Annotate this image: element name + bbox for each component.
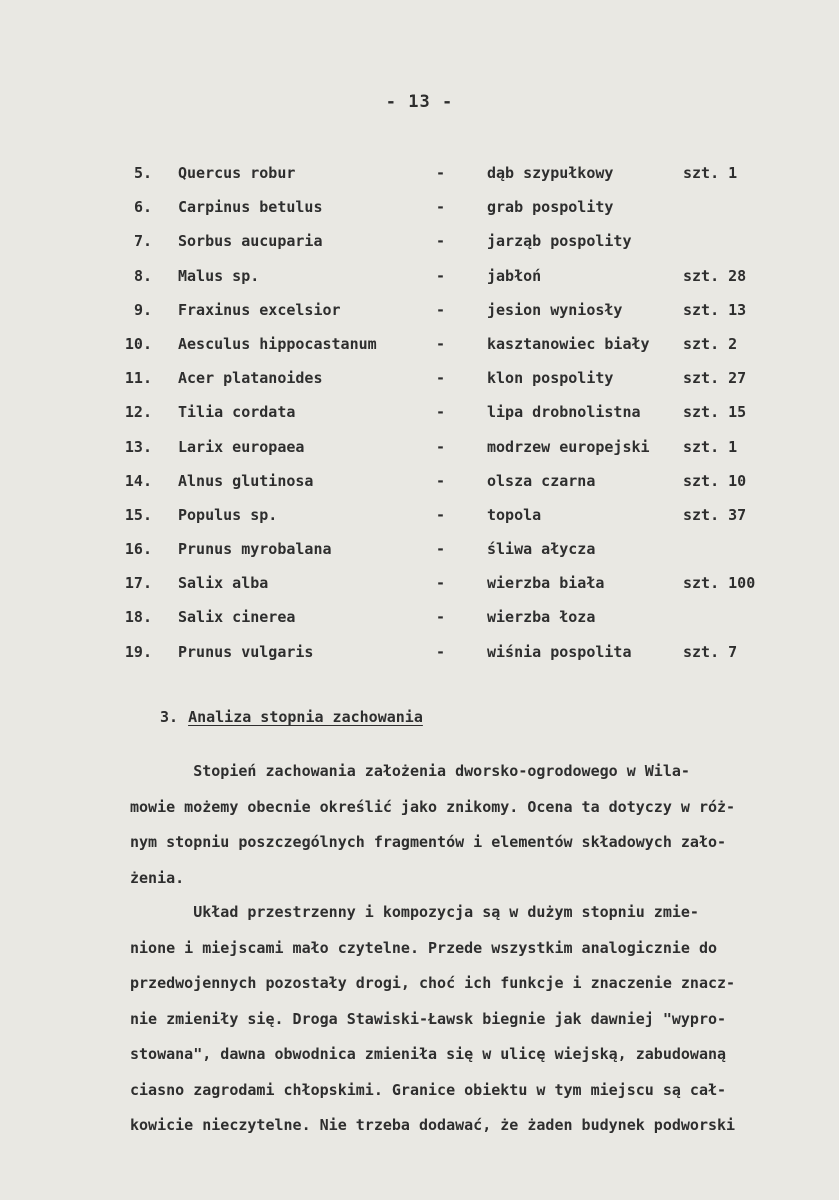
latin-name: Carpinus betulus bbox=[178, 198, 323, 217]
count: szt. 10 bbox=[683, 471, 747, 490]
species-number: 19. bbox=[124, 642, 152, 661]
latin-name: Aesculus hippocastanum bbox=[178, 334, 377, 353]
latin-name: Larix europaea bbox=[178, 437, 305, 456]
polish-name: wierzba łoza bbox=[487, 608, 596, 627]
species-number: 11. bbox=[124, 369, 152, 388]
species-number: 16. bbox=[124, 540, 152, 559]
separator-dash: - bbox=[436, 642, 446, 661]
latin-name: Sorbus aucuparia bbox=[178, 232, 323, 251]
species-row bbox=[0, 536, 839, 570]
polish-name: olsza czarna bbox=[487, 471, 596, 490]
text-line: przedwojennych pozostały drogi, choć ich funkcje i znaczenie znacz- bbox=[130, 974, 736, 992]
species-row bbox=[0, 399, 839, 433]
separator-dash: - bbox=[436, 164, 446, 182]
species-number: 14. bbox=[124, 471, 152, 490]
latin-name: Salix cinerea bbox=[178, 608, 296, 627]
paragraph-1 bbox=[130, 754, 810, 896]
species-row bbox=[0, 263, 839, 297]
section-number: 3. bbox=[160, 708, 179, 726]
polish-name: jabłoń bbox=[487, 266, 542, 285]
separator-dash: - bbox=[436, 403, 446, 422]
species-number: 12. bbox=[124, 403, 152, 422]
species-row bbox=[0, 160, 839, 194]
paragraph-2 bbox=[130, 895, 810, 1144]
latin-name: Alnus glutinosa bbox=[178, 471, 314, 490]
count: szt. 28 bbox=[683, 266, 747, 285]
count: szt. 100 bbox=[683, 574, 756, 593]
species-number: 5. bbox=[133, 164, 152, 182]
text-line: Układ przestrzenny i kompozycja są w dużym stopniu zmie- bbox=[130, 903, 699, 921]
polish-name: dąb szypułkowy bbox=[487, 164, 614, 182]
species-number: 17. bbox=[124, 574, 152, 593]
species-number: 13. bbox=[124, 437, 152, 456]
species-number: 15. bbox=[124, 505, 152, 524]
latin-name: Acer platanoides bbox=[178, 369, 323, 388]
polish-name: grab pospolity bbox=[487, 198, 614, 217]
separator-dash: - bbox=[436, 369, 446, 388]
latin-name: Quercus robur bbox=[178, 164, 296, 182]
latin-name: Prunus vulgaris bbox=[178, 642, 314, 661]
polish-name: wiśnia pospolita bbox=[487, 642, 632, 661]
latin-name: Salix alba bbox=[178, 574, 269, 593]
species-row bbox=[0, 502, 839, 536]
page-number: - 13 - bbox=[385, 92, 454, 112]
species-number: 9. bbox=[133, 300, 152, 319]
text-line: nione i miejscami mało czytelne. Przede wszystkim analogicznie do bbox=[130, 938, 717, 957]
separator-dash: - bbox=[436, 334, 446, 353]
species-row bbox=[0, 639, 839, 673]
text-line: stowana", dawna obwodnica zmieniła się w ulicę wiejską, zabudowaną bbox=[130, 1045, 727, 1063]
latin-name: Fraxinus excelsior bbox=[178, 300, 341, 319]
polish-name: klon pospolity bbox=[487, 369, 614, 388]
count: szt. 37 bbox=[683, 505, 747, 524]
separator-dash: - bbox=[436, 574, 446, 593]
latin-name: Populus sp. bbox=[178, 505, 278, 524]
text-line: nie zmieniły się. Droga Stawiski-Ławsk biegnie jak dawniej "wypro- bbox=[130, 1009, 727, 1028]
separator-dash: - bbox=[436, 437, 446, 456]
species-number: 10. bbox=[124, 334, 152, 353]
separator-dash: - bbox=[436, 540, 446, 559]
species-row bbox=[0, 468, 839, 502]
text-line: żenia. bbox=[130, 868, 185, 887]
species-row bbox=[0, 194, 839, 228]
latin-name: Malus sp. bbox=[178, 266, 260, 285]
section-heading bbox=[160, 708, 423, 726]
separator-dash: - bbox=[436, 471, 446, 490]
species-row bbox=[0, 570, 839, 604]
polish-name: wierzba biała bbox=[487, 574, 605, 593]
species-list bbox=[0, 160, 839, 673]
separator-dash: - bbox=[436, 608, 446, 627]
polish-name: jesion wyniosły bbox=[487, 300, 623, 319]
separator-dash: - bbox=[436, 266, 446, 285]
latin-name: Prunus myrobalana bbox=[178, 540, 332, 559]
polish-name: jarząb pospolity bbox=[487, 232, 632, 251]
separator-dash: - bbox=[436, 198, 446, 217]
species-row bbox=[0, 331, 839, 365]
polish-name: lipa drobnolistna bbox=[487, 403, 641, 422]
count: szt. 1 bbox=[683, 437, 738, 456]
species-row bbox=[0, 604, 839, 638]
separator-dash: - bbox=[436, 232, 446, 251]
polish-name: kasztanowiec biały bbox=[487, 334, 650, 353]
species-number: 18. bbox=[124, 608, 152, 627]
species-row bbox=[0, 228, 839, 262]
species-row bbox=[0, 365, 839, 399]
count: szt. 7 bbox=[683, 642, 738, 661]
separator-dash: - bbox=[436, 300, 446, 319]
polish-name: śliwa ałycza bbox=[487, 540, 596, 559]
latin-name: Tilia cordata bbox=[178, 403, 296, 422]
polish-name: topola bbox=[487, 505, 542, 524]
species-row bbox=[0, 297, 839, 331]
text-line: ciasno zagrodami chłopskimi. Granice obiektu w tym miejscu są cał- bbox=[130, 1080, 727, 1099]
text-line: mowie możemy obecnie określić jako znikomy. Ocena ta dotyczy w róż- bbox=[130, 797, 736, 816]
polish-name: modrzew europejski bbox=[487, 437, 650, 456]
text-line: Stopień zachowania założenia dworsko-ogrodowego w Wila- bbox=[130, 762, 690, 780]
text-line: nym stopniu poszczególnych fragmentów i elementów składowych zało- bbox=[130, 833, 727, 851]
species-number: 8. bbox=[133, 266, 152, 285]
section-title: Analiza stopnia zachowania bbox=[188, 708, 423, 726]
count: szt. 27 bbox=[683, 369, 747, 388]
count: szt. 15 bbox=[683, 403, 747, 422]
count: szt. 2 bbox=[683, 334, 738, 353]
species-number: 7. bbox=[133, 232, 152, 251]
separator-dash: - bbox=[436, 505, 446, 524]
count: szt. 13 bbox=[683, 300, 747, 319]
species-row bbox=[0, 434, 839, 468]
count: szt. 1 bbox=[683, 164, 738, 182]
species-number: 6. bbox=[133, 198, 152, 217]
text-line: kowicie nieczytelne. Nie trzeba dodawać, że żaden budynek podworski bbox=[130, 1116, 736, 1134]
